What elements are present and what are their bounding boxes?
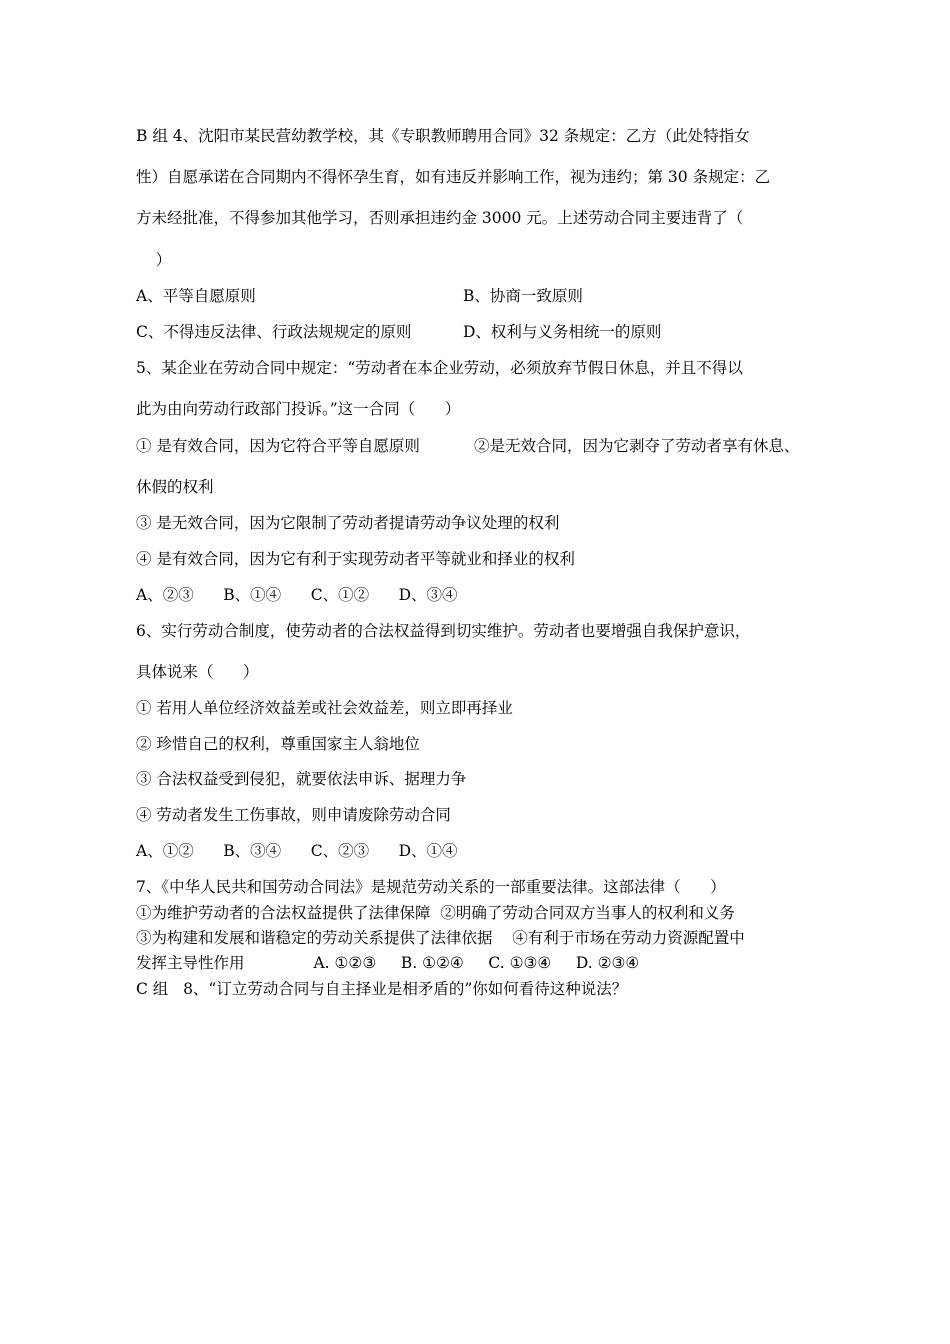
q7-line-1: 7、《中华人民共和国劳动合同法》是规范劳动关系的一部重要法律。这部法律（ ） [136, 878, 726, 896]
q4-option-b: B、协商一致原则 [463, 287, 583, 305]
q4-option-c: C、不得违反法律、行政法规规定的原则 [136, 323, 412, 341]
q4-line-4: ） [136, 251, 172, 269]
q5-options: A、②③ B、①④ C、①② D、③④ [136, 586, 458, 604]
q6-item-3: ③ 合法权益受到侵犯，就要依法申诉、据理力争 [136, 770, 467, 788]
q8-line-1: C 组 8、“订立劳动合同与自主择业是相矛盾的”你如何看待这种说法？ [136, 980, 628, 998]
q7-line-4: 发挥主导性作用 A. ①②③ B. ①②④ C. ①③④ D. ②③④ [136, 954, 640, 972]
q4-option-d: D、权利与义务相统一的原则 [463, 323, 662, 341]
q6-item-2: ② 珍惜自己的权利，尊重国家主人翁地位 [136, 735, 420, 753]
q6-item-4: ④ 劳动者发生工伤事故，则申请废除劳动合同 [136, 806, 451, 824]
q7-line-3: ③为构建和发展和谐稳定的劳动关系提供了法律依据 ④有利于市场在劳动力资源配置中 [136, 929, 745, 947]
q5-item-2: ②是无效合同，因为它剥夺了劳动者享有休息、 [474, 437, 800, 455]
q4-line-3: 方未经批准，不得参加其他学习，否则承担违约金 3000 元。上述劳动合同主要违背了（ [136, 209, 744, 227]
q6-item-1: ① 若用人单位经济效益差或社会效益差，则立即再择业 [136, 699, 513, 717]
q6-options: A、①② B、③④ C、②③ D、①④ [136, 842, 458, 860]
q7-line-2: ①为维护劳动者的合法权益提供了法律保障 ②明确了劳动合同双方当事人的权利和义务 [136, 904, 735, 922]
q5-item-1: ① 是有效合同，因为它符合平等自愿原则 [136, 437, 420, 455]
q4-line-1: B 组 4、沈阳市某民营幼教学校，其《专职教师聘用合同》32 条规定：乙方（此处特指女 [136, 127, 750, 145]
q5-item-4: ④ 是有效合同，因为它有利于实现劳动者平等就业和择业的权利 [136, 550, 575, 568]
q5-line-1: 5、某企业在劳动合同中规定：“劳动者在本企业劳动，必须放弃节假日休息，并且不得以 [136, 359, 743, 377]
q5-item-2-cont: 休假的权利 [136, 478, 214, 496]
q4-option-a: A、平等自愿原则 [136, 287, 256, 305]
q5-item-3: ③ 是无效合同，因为它限制了劳动者提请劳动争议处理的权利 [136, 514, 560, 532]
q5-line-2: 此为由向劳动行政部门投诉。”这一合同（ ） [136, 400, 461, 418]
q6-line-2: 具体说来（ ） [136, 663, 259, 681]
q6-line-1: 6、实行劳动合制度，使劳动者的合法权益得到切实维护。劳动者也要增强自我保护意识， [136, 622, 751, 640]
q4-line-2: 性）自愿承诺在合同期内不得怀孕生育，如有违反并影响工作，视为违约；第 30 条规定：乙 [136, 168, 771, 186]
